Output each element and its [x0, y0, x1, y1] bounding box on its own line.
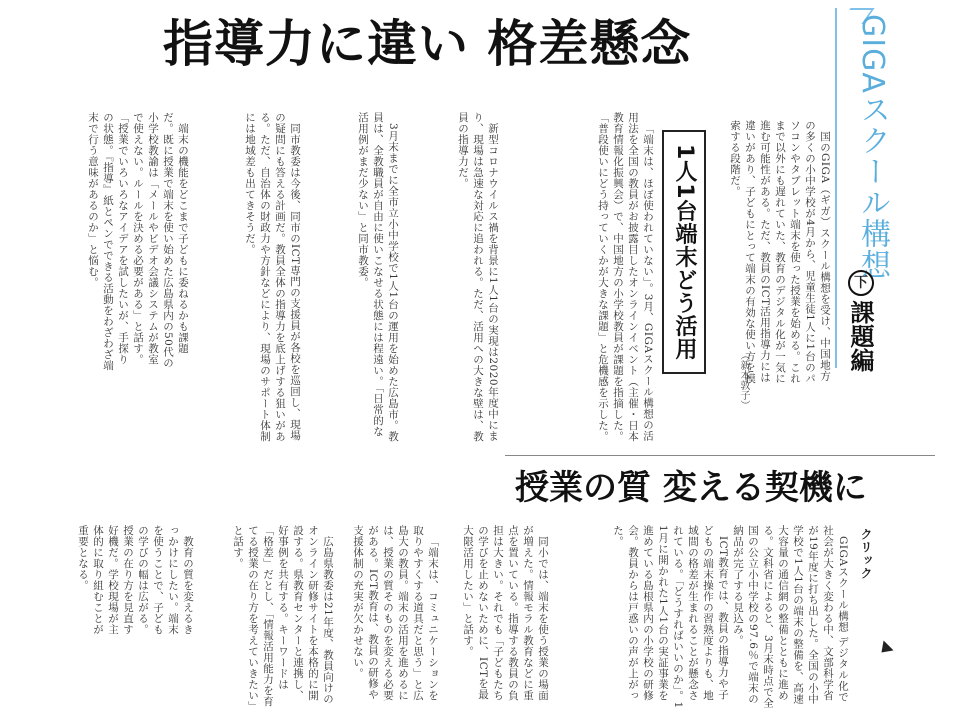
part-marker: 下	[848, 270, 874, 296]
body-column-bottom-6	[70, 525, 195, 645]
body-paragraph: 広島県教委は21年度、教員向けのオンライン研修サイトを本格的に開設する。県教育センターと連携し、好事例を共有する。キーワードは「格差」だとし、「情報活用能力を育てる授業の在り方を考えていきたい」と話す。	[232, 525, 334, 707]
body-paragraph: GIGAスクール構想 デジタル化で社会が大きく変わる中、文部科学省が19年度に打ち出した。全国の小中学校で1人1台の端末の整備を、高速大容量の通信網の整備とともに進める。文科省によると、3月末時点で全国の公立小中学校の97.6％で端末の納品が完了する見込み。	[732, 525, 849, 709]
body-column-top-3	[405, 112, 500, 442]
body-column-bottom-5	[200, 525, 335, 710]
body-column-bottom-2	[555, 525, 730, 710]
body-paragraph: ICT教育では、教員の指導力や子どもの端末操作の習熟度よりも、地域間の格差が生まれることが懸念されている。「どうすればいいのか」。11月に開かれた1人1台の実証事業を進めている島根県内の小学校の研修会。教員からは戸惑いの声が上がった。	[612, 525, 729, 709]
body-paragraph: 3月末までに全市立小中学校で1人1台の運用を始めた広島市。教員は、全教職員が自由に使いこなせる状態には程遠い。「日常的な活用例がまだ少ない」と同市教委。	[357, 112, 399, 442]
body-paragraph: 新型コロナウイルス禍を背景に1人1台の実現は2020年度中にまり、現場は急速な対応に追われる。ただ、活用への大きな壁は、教員の指導力だ。	[457, 112, 499, 442]
part-label: 課題編	[846, 300, 874, 372]
sub-headline: 1人1台端末どう活用	[662, 130, 706, 374]
body-column-top-5	[230, 112, 302, 442]
body-paragraph: 同小では、端末を使う授業の場面が増えた。情報モラル教育などに重点を置いている。指導する教員の負担は大きい。それでも「子どもたちの学びを止めないために、ICTを最大限活用したい」と話す。	[462, 525, 549, 701]
body-paragraph: 「端末は、ほぼ使われていない」。3月、GIGAスクール構想の活用法を全国の教員がお披露目したオンラインイベント（主催・日本教育情報化振興会）で、中国地方の小学校教員が課題を指摘した。「普段使いにどう持っていくかが大きな課題」と危機感を示した。	[597, 112, 654, 442]
body-column-top-4	[305, 112, 400, 442]
body-column-top-1	[710, 120, 832, 390]
body-paragraph: 端末の機能をどこまで子どもに委ねるかも課題だ。既に授業で端末を使い始めた広島県内の50代の小学校教諭は「メールやビデオ会議システムが教室で使えない。ルールを決める必要がある」と話す。「授業でいろいろなアイデアを試したいが、手探りの状態。『指導』紙とペンでできる活動をわざわざ端末で行う意味があるのか」と悩む。	[87, 112, 189, 371]
body-paragraph: 国のGIGA（ギガ）スクール構想を受け、中国地方の多くの小中学校が4月から、児童生徒1人に1台のパソコンやタブレット端末を使った授業を始める。これまで以外にも遅れていた、教育のデジタル化が一気に進む可能性がある。ただ、教員のICT活用指導力には違いがあり、子どもにとって端末の有効な使い方を模索する段階だ。	[729, 120, 831, 384]
main-headline: 指導力に違い 格差懸念	[163, 15, 692, 73]
body-column-bottom-3	[445, 525, 550, 710]
secondary-headline: 授業の質 変える契機に	[515, 468, 867, 508]
series-title: GIGAスクール構想	[855, 14, 890, 280]
body-paragraph: 同市教委は今後、同市のICT専門の支援員が各校を巡回し、現場の疑問にも答える計画だ。教員全体の指導力を底上げする狙いがある。ただ、自治体の財政力や方針などにより、現場のサポート体制には地域差も出てきそうだ。	[244, 112, 301, 442]
click-arrow-icon	[877, 641, 894, 658]
body-column-top-2	[505, 112, 655, 442]
body-paragraph: 教育の質を変えるきっかけにしたい。端末を使うことで、子どもの学びの幅は広がる。授業の在り方を見直す好機だ。学校現場が主体的に取り組むことが重要となる。	[77, 525, 194, 635]
byline-credit: （新本敦子）	[738, 350, 749, 410]
body-column-bottom-1	[732, 525, 850, 710]
click-label: クリック	[859, 528, 873, 580]
body-column-bottom-4	[340, 525, 440, 710]
body-paragraph: 「端末は、コミュニケーションを取りやすくする道具だと思う」と広島大の教員。端末の活用を進めるには、授業の質そのものを変える必要がある。ICT教育は、教員の研修や支援体制の充実が欠かせない。	[352, 525, 439, 701]
section-divider	[505, 455, 935, 456]
body-column-top-6	[60, 112, 190, 372]
